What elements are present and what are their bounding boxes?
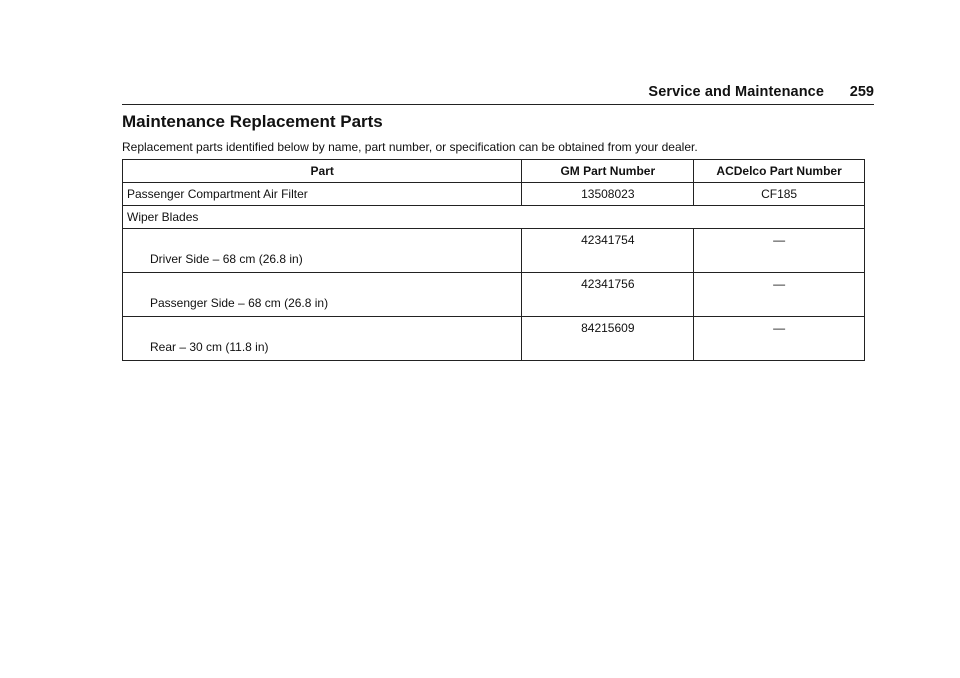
- acdelco-part-number-cell: CF185: [694, 183, 865, 206]
- running-header: [122, 84, 874, 105]
- table-header-row: [123, 160, 865, 183]
- acdelco-part-number-text: —: [773, 233, 786, 247]
- column-header-part: Part: [123, 160, 522, 183]
- gm-part-number-text: 42341754: [581, 233, 635, 247]
- part-name-cell: [123, 317, 522, 361]
- part-group-cell: Wiper Blades: [123, 206, 865, 229]
- part-name-cell: [123, 273, 522, 317]
- page-title: Maintenance Replacement Parts: [122, 112, 383, 131]
- table-row: [123, 229, 865, 273]
- part-name-cell: Passenger Compartment Air Filter: [123, 183, 522, 206]
- column-header-gm-part-number: GM Part Number: [522, 160, 694, 183]
- gm-part-number-cell: [522, 229, 694, 273]
- table-row-group-heading: [123, 206, 865, 229]
- table-row: [123, 183, 865, 206]
- table-row: [123, 317, 865, 361]
- acdelco-part-number-text: —: [773, 277, 786, 291]
- gm-part-number-cell: 13508023: [522, 183, 694, 206]
- page-number: 259: [849, 84, 874, 100]
- part-name-text: Passenger Side – 68 cm (26.8 in): [150, 296, 329, 310]
- part-name-text: Driver Side – 68 cm (26.8 in): [150, 252, 303, 266]
- part-name-cell: [123, 229, 522, 273]
- gm-part-number-cell: [522, 317, 694, 361]
- acdelco-part-number-cell: [694, 273, 865, 317]
- column-header-acdelco-part-number: ACDelco Part Number: [694, 160, 865, 183]
- section-title: Service and Maintenance: [648, 84, 824, 100]
- gm-part-number-cell: [522, 273, 694, 317]
- part-name-text: Rear – 30 cm (11.8 in): [150, 340, 269, 354]
- table-row: [123, 273, 865, 317]
- gm-part-number-text: 42341756: [581, 277, 635, 291]
- acdelco-part-number-cell: [694, 229, 865, 273]
- intro-paragraph: Replacement parts identified below by name, part number, or specification can be obtained from your dealer.: [122, 140, 698, 154]
- gm-part-number-text: 84215609: [581, 321, 635, 335]
- replacement-parts-table: [122, 159, 865, 361]
- acdelco-part-number-text: —: [773, 321, 786, 335]
- acdelco-part-number-cell: [694, 317, 865, 361]
